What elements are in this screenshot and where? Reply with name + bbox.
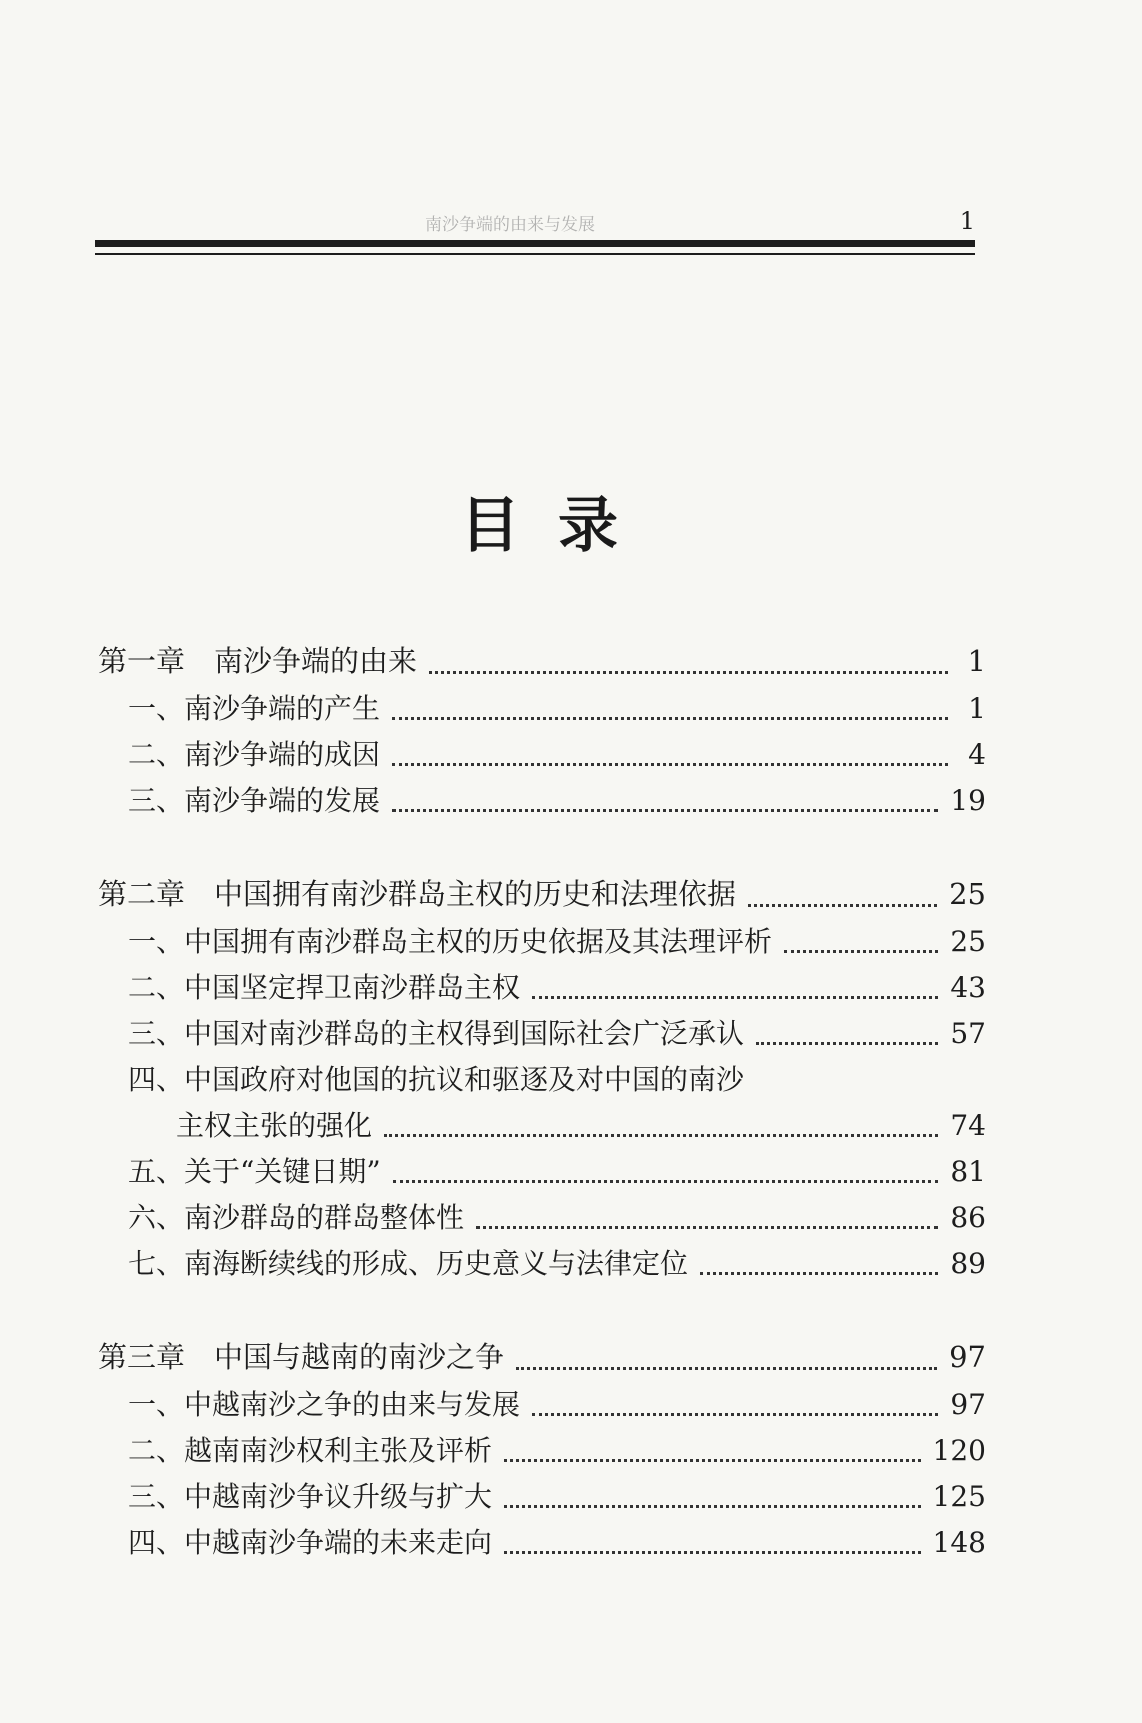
toc-section-entry[interactable] xyxy=(98,732,986,778)
toc-section-entry[interactable] xyxy=(98,919,986,965)
toc-leader-dots xyxy=(532,1412,938,1416)
toc-page-number: 1 xyxy=(967,644,986,678)
toc-title: 目录 xyxy=(460,491,656,561)
toc-page-number: 148 xyxy=(932,1526,986,1559)
toc-leader-dots xyxy=(384,1133,938,1137)
toc-chapter-title: 第三章 中国与越南的南沙之争 xyxy=(98,1340,505,1374)
toc-section-entry[interactable] xyxy=(98,686,986,732)
toc-page-number: 97 xyxy=(950,1388,986,1421)
page-number: 1 xyxy=(959,207,975,235)
toc-chapter-entry[interactable] xyxy=(98,869,986,919)
toc-section-entry[interactable] xyxy=(98,778,986,824)
toc-section-entry[interactable] xyxy=(98,1057,986,1103)
toc-section-title: 七、南海断续线的形成、历史意义与法律定位 xyxy=(128,1247,689,1280)
toc-page-number: 4 xyxy=(968,738,986,771)
table-of-contents xyxy=(98,636,986,1611)
header-rule-thin xyxy=(95,253,975,255)
toc-page-number: 89 xyxy=(950,1247,986,1280)
toc-page-number: 74 xyxy=(950,1109,986,1142)
toc-page-number: 43 xyxy=(950,971,986,1004)
toc-section-title: 六、南沙群岛的群岛整体性 xyxy=(128,1201,465,1234)
toc-section-title: 二、中国坚定捍卫南沙群岛主权 xyxy=(128,971,521,1004)
toc-leader-dots xyxy=(504,1458,921,1462)
toc-section-title: 二、越南南沙权利主张及评析 xyxy=(128,1434,493,1467)
toc-section-title: 主权主张的强化 xyxy=(176,1109,373,1142)
toc-section-entry[interactable] xyxy=(98,1241,986,1287)
toc-section-entry[interactable] xyxy=(98,1011,986,1057)
toc-page-number: 86 xyxy=(950,1201,986,1234)
toc-page-number: 25 xyxy=(950,925,986,958)
toc-section-title: 二、南沙争端的成因 xyxy=(128,738,381,771)
toc-section-entry[interactable] xyxy=(98,1428,986,1474)
toc-section-title: 一、中国拥有南沙群岛主权的历史依据及其法理评析 xyxy=(128,925,773,958)
toc-leader-dots xyxy=(700,1271,938,1275)
toc-page-number: 57 xyxy=(950,1017,986,1050)
toc-section-entry[interactable] xyxy=(98,1474,986,1520)
toc-page-number: 25 xyxy=(949,877,986,911)
toc-leader-dots xyxy=(392,808,938,812)
toc-section-entry[interactable] xyxy=(98,1382,986,1428)
toc-chapter-entry[interactable] xyxy=(98,1332,986,1382)
toc-section-entry[interactable] xyxy=(98,1195,986,1241)
toc-section-title: 五、关于“关键日期” xyxy=(128,1155,381,1188)
toc-section-entry[interactable] xyxy=(98,1103,986,1149)
toc-chapter-entry[interactable] xyxy=(98,636,986,686)
toc-page-number: 19 xyxy=(950,784,986,817)
toc-section-entry[interactable] xyxy=(98,1520,986,1566)
toc-section-entry[interactable] xyxy=(98,965,986,1011)
toc-chapter-title: 第二章 中国拥有南沙群岛主权的历史和法理依据 xyxy=(98,877,737,911)
toc-leader-dots xyxy=(784,949,938,953)
toc-section-title: 三、南沙争端的发展 xyxy=(128,784,381,817)
toc-section-entry[interactable] xyxy=(98,1149,986,1195)
toc-leader-dots xyxy=(393,1179,939,1183)
toc-chapter-title: 第一章 南沙争端的由来 xyxy=(98,644,418,678)
toc-page-number: 81 xyxy=(950,1155,986,1188)
toc-leader-dots xyxy=(504,1504,921,1508)
toc-leader-dots xyxy=(516,1366,937,1370)
running-title: 南沙争端的由来与发展 xyxy=(425,215,595,235)
toc-leader-dots xyxy=(392,762,948,766)
toc-leader-dots xyxy=(756,1041,938,1045)
toc-page-number: 120 xyxy=(932,1434,986,1467)
toc-section-title: 一、中越南沙之争的由来与发展 xyxy=(128,1388,521,1421)
header-rule-thick xyxy=(95,240,975,247)
toc-chapter xyxy=(98,636,986,824)
toc-section-title: 三、中国对南沙群岛的主权得到国际社会广泛承认 xyxy=(128,1017,745,1050)
toc-leader-dots xyxy=(748,903,937,907)
toc-section-title: 一、南沙争端的产生 xyxy=(128,692,381,725)
toc-leader-dots xyxy=(476,1225,938,1229)
toc-chapter xyxy=(98,869,986,1287)
toc-chapter xyxy=(98,1332,986,1566)
toc-page-number: 1 xyxy=(968,692,986,725)
toc-leader-dots xyxy=(429,670,948,674)
toc-section-title: 四、中越南沙争端的未来走向 xyxy=(128,1526,493,1559)
toc-section-title: 四、中国政府对他国的抗议和驱逐及对中国的南沙 xyxy=(128,1063,745,1096)
toc-section-title: 三、中越南沙争议升级与扩大 xyxy=(128,1480,493,1513)
toc-leader-dots xyxy=(504,1550,921,1554)
toc-leader-dots xyxy=(532,995,938,999)
toc-page-number: 97 xyxy=(949,1340,986,1374)
toc-page-number: 125 xyxy=(932,1480,986,1513)
toc-leader-dots xyxy=(392,716,948,720)
